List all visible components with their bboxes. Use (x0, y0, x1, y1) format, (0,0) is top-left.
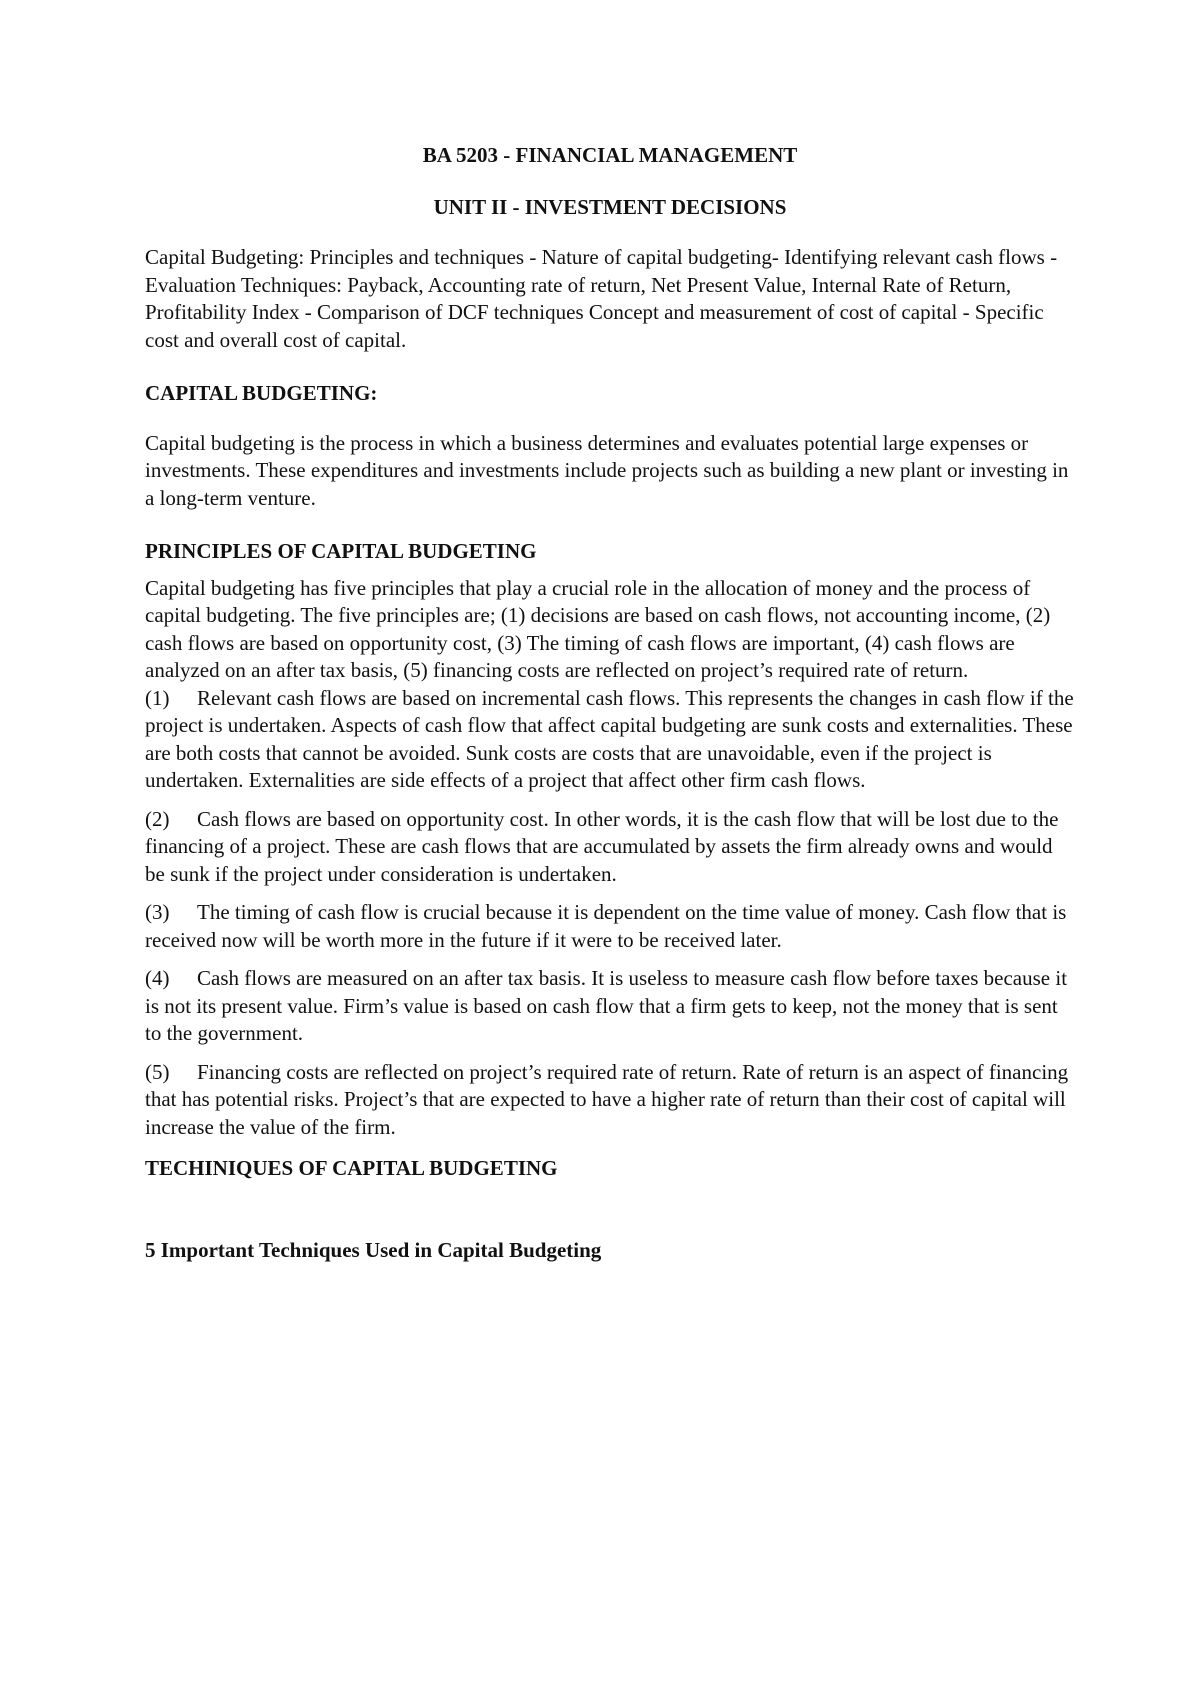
heading-five-techniques: 5 Important Techniques Used in Capital Budgeting (145, 1237, 602, 1262)
principle-text: The timing of cash flow is crucial because it is dependent on the time value of money. Cash flow that is received now will be worth more in the future if it were to be received later. (145, 900, 1067, 952)
heading-techniques: TECHINIQUES OF CAPITAL BUDGETING (145, 1156, 558, 1180)
principle-item (145, 685, 1075, 795)
principle-number: (5) (145, 1059, 170, 1084)
principle-number: (4) (145, 966, 170, 990)
principle-item (145, 899, 1075, 954)
course-title: BA 5203 - FINANCIAL MANAGEMENT (422, 143, 798, 167)
syllabus-paragraph: Capital Budgeting: Principles and techniques - Nature of capital budgeting- Identifying relevant cash flows - Evaluation Techniques: Payback, Accounting rate of return, Net Present Value, Internal Rate of Return, Profitability Index - Comparison of DCF techniques Concept and measurement of cost of capital - Specific cost and overall cost of capital. (145, 245, 1058, 352)
unit-title: UNIT II - INVESTMENT DECISIONS (433, 194, 787, 219)
principle-text: Financing costs are reflected on project’s required rate of return. Rate of return is an aspect of financing that has potential risks. Project’s that are expected to have a higher rate of return than their cost of capital will increase the value of the firm. (145, 1059, 1069, 1139)
principle-item (145, 806, 1075, 889)
principle-item (145, 1059, 1075, 1142)
principle-item (145, 965, 1075, 1048)
principle-text: Cash flows are measured on an after tax basis. It is useless to measure cash flow before taxes because it is not its present value. Firm’s value is based on cash flow that a firm gets to keep, not the money that is sent to the government. (145, 966, 1068, 1045)
principle-number: (3) (145, 900, 170, 924)
principles-intro: Capital budgeting has five principles that play a crucial role in the allocation of money and the process of capital budgeting. The five principles are; (1) decisions are based on cash flows, not accounting income, (2) cash flows are based on opportunity cost, (3) The timing of cash flows are important, (4) cash flows are analyzed on an after tax basis, (5) financing costs are reflected on project’s required rate of return. (145, 575, 1051, 682)
principle-text: Cash flows are based on opportunity cost. In other words, it is the cash flow that will be lost due to the financing of a project. These are cash flows that are accumulated by assets the firm already owns and would be sunk if the project under consideration is undertaken. (145, 806, 1059, 886)
heading-principles: PRINCIPLES OF CAPITAL BUDGETING (145, 539, 537, 563)
capital-budgeting-definition: Capital budgeting is the process in which a business determines and evaluates potential large expenses or investments. These expenditures and investments include projects such as building a new plant or investing in a long-term venture. (145, 430, 1069, 510)
document-page (145, 142, 1075, 1264)
principle-number: (2) (145, 806, 170, 831)
heading-capital-budgeting: CAPITAL BUDGETING: (145, 381, 378, 405)
principle-number: (1) (145, 685, 170, 710)
principle-text: Relevant cash flows are based on incremental cash flows. This represents the changes in cash flow if the project is undertaken. Aspects of cash flow that affect capital budgeting are sunk costs and externalities. These are both costs that cannot be avoided. Sunk costs are costs that are unavoidable, even if the project is undertaken. Externalities are side effects of a project that affect other firm cash flows. (145, 685, 1074, 792)
